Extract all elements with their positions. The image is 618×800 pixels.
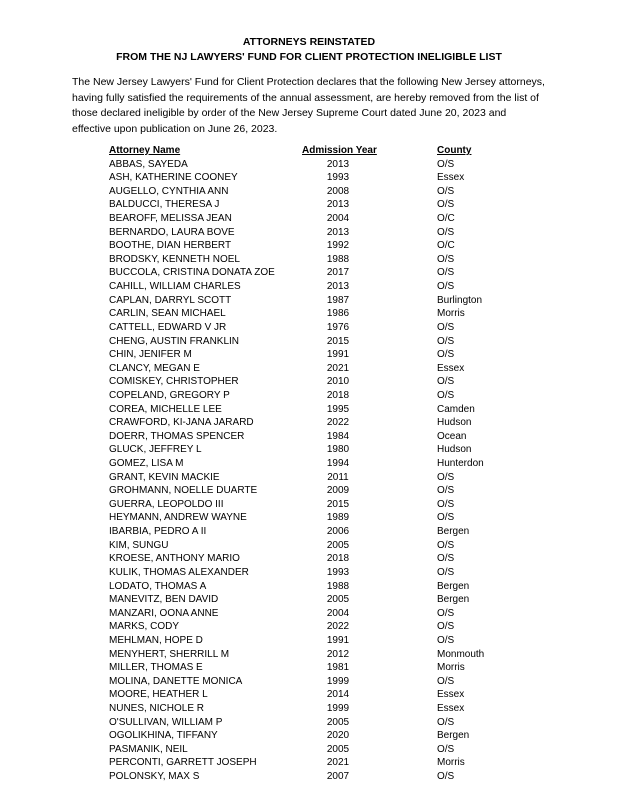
admission-year-cell: 1987 — [326, 294, 350, 306]
admission-year-cell: 2007 — [326, 771, 350, 783]
county-cell: O/S — [437, 321, 455, 333]
table-row — [109, 335, 509, 349]
attorney-name-cell: IBARBIA, PEDRO A II — [109, 526, 207, 538]
header-admission-year: Admission Year — [302, 145, 377, 156]
county-cell: O/S — [437, 485, 455, 497]
county-cell: O/C — [437, 240, 455, 252]
county-cell: Hunterdon — [437, 458, 484, 470]
attorney-name-cell: MOORE, HEATHER L — [109, 689, 208, 701]
table-row — [109, 648, 509, 662]
county-cell: O/S — [437, 253, 455, 265]
attorney-name-cell: NUNES, NICHOLE R — [109, 702, 205, 714]
county-cell: O/S — [437, 281, 455, 293]
attorney-name-cell: BEAROFF, MELISSA JEAN — [109, 213, 232, 225]
admission-year-cell: 1992 — [326, 240, 350, 252]
attorney-name-cell: MOLINA, DANETTE MONICA — [109, 675, 243, 687]
county-cell: O/S — [437, 498, 455, 510]
table-header — [109, 144, 509, 158]
admission-year-cell: 2022 — [326, 417, 350, 429]
table-row — [109, 756, 509, 770]
county-cell: Morris — [437, 757, 465, 769]
county-cell: Bergen — [437, 580, 470, 592]
county-cell: O/S — [437, 539, 455, 551]
table-row — [109, 484, 509, 498]
table-row — [109, 688, 509, 702]
attorney-name-cell: DOERR, THOMAS SPENCER — [109, 430, 245, 442]
county-cell: Morris — [437, 308, 465, 320]
admission-year-cell: 2020 — [326, 730, 350, 742]
attorney-name-cell: LODATO, THOMAS A — [109, 580, 207, 592]
admission-year-cell: 2005 — [326, 716, 350, 728]
county-cell: O/S — [437, 716, 455, 728]
county-cell: O/S — [437, 199, 455, 211]
admission-year-cell: 2012 — [326, 648, 350, 660]
table-row — [109, 580, 509, 594]
county-cell: O/S — [437, 376, 455, 388]
county-cell: O/S — [437, 607, 455, 619]
admission-year-cell: 2013 — [326, 199, 350, 211]
admission-year-cell: 1988 — [326, 253, 350, 265]
admission-year-cell: 2018 — [326, 389, 350, 401]
table-row — [109, 362, 509, 376]
attorney-name-cell: MARKS, CODY — [109, 621, 180, 633]
attorney-name-cell: KULIK, THOMAS ALEXANDER — [109, 566, 249, 578]
table-row — [109, 266, 509, 280]
table-row — [109, 403, 509, 417]
county-cell: Essex — [437, 172, 465, 184]
intro-paragraph: The New Jersey Lawyers' Fund for Client Protection declares that the following New Jersey attorneys, having fully satisfied the requirements of the annual assessment, are hereby removed from the list of those declared ineligible by order of the New Jersey Supreme Court dated June 20, 2023 and effective upon publication on June 26, 2023. — [72, 76, 545, 135]
admission-year-cell: 2005 — [326, 539, 350, 551]
attorney-name-cell: COMISKEY, CHRISTOPHER — [109, 376, 239, 388]
attorney-name-cell: MANEVITZ, BEN DAVID — [109, 594, 219, 606]
attorney-name-cell: GLUCK, JEFFREY L — [109, 444, 202, 456]
header-county: County — [437, 145, 472, 156]
attorney-name-cell: ABBAS, SAYEDA — [109, 158, 188, 170]
admission-year-cell: 1988 — [326, 580, 350, 592]
county-cell: Bergen — [437, 526, 470, 538]
table-row — [109, 198, 509, 212]
county-cell: O/S — [437, 158, 455, 170]
admission-year-cell: 2010 — [326, 376, 350, 388]
table-row — [109, 226, 509, 240]
county-cell: O/S — [437, 335, 455, 347]
county-cell: Monmouth — [437, 648, 485, 660]
attorney-name-cell: POLONSKY, MAX S — [109, 771, 200, 783]
attorney-name-cell: PASMANIK, NEIL — [109, 743, 188, 755]
admission-year-cell: 1995 — [326, 403, 350, 415]
admission-year-cell: 1980 — [326, 444, 350, 456]
document-title-line1: ATTORNEYS REINSTATED — [242, 36, 376, 48]
attorney-name-cell: BUCCOLA, CRISTINA DONATA ZOE — [109, 267, 275, 279]
attorney-name-cell: CHIN, JENIFER M — [109, 349, 192, 361]
county-cell: Bergen — [437, 594, 470, 606]
attorney-name-cell: CAHILL, WILLIAM CHARLES — [109, 281, 241, 293]
admission-year-cell: 1989 — [326, 512, 350, 524]
admission-year-cell: 2004 — [326, 607, 350, 619]
admission-year-cell: 1999 — [326, 702, 350, 714]
table-row — [109, 457, 509, 471]
table-row — [109, 389, 509, 403]
table-row — [109, 280, 509, 294]
attorney-name-cell: COPELAND, GREGORY P — [109, 389, 230, 401]
table-row — [109, 729, 509, 743]
table-row — [109, 593, 509, 607]
county-cell: O/S — [437, 349, 455, 361]
county-cell: Essex — [437, 362, 465, 374]
table-row — [109, 566, 509, 580]
attorney-name-cell: GOMEZ, LISA M — [109, 458, 184, 470]
attorney-name-cell: BALDUCCI, THERESA J — [109, 199, 220, 211]
attorney-name-cell: MANZARI, OONA ANNE — [109, 607, 219, 619]
county-cell: O/S — [437, 743, 455, 755]
table-row — [109, 158, 509, 172]
admission-year-cell: 2013 — [326, 226, 350, 238]
attorney-name-cell: CARLIN, SEAN MICHAEL — [109, 308, 226, 320]
admission-year-cell: 1994 — [326, 458, 350, 470]
admission-year-cell: 2006 — [326, 526, 350, 538]
admission-year-cell: 1981 — [326, 662, 350, 674]
admission-year-cell: 1984 — [326, 430, 350, 442]
attorney-name-cell: BOOTHE, DIAN HERBERT — [109, 240, 232, 252]
admission-year-cell: 2013 — [326, 158, 350, 170]
county-cell: Ocean — [437, 430, 467, 442]
table-row — [109, 443, 509, 457]
table-row — [109, 498, 509, 512]
attorney-name-cell: MENYHERT, SHERRILL M — [109, 648, 230, 660]
admission-year-cell: 2021 — [326, 757, 350, 769]
table-row — [109, 212, 509, 226]
admission-year-cell: 2021 — [326, 362, 350, 374]
attorney-name-cell: HEYMANN, ANDREW WAYNE — [109, 512, 247, 524]
admission-year-cell: 2004 — [326, 213, 350, 225]
admission-year-cell: 2017 — [326, 267, 350, 279]
admission-year-cell: 2013 — [326, 281, 350, 293]
county-cell: O/S — [437, 634, 455, 646]
county-cell: O/S — [437, 675, 455, 687]
attorney-name-cell: AUGELLO, CYNTHIA ANN — [109, 185, 229, 197]
admission-year-cell: 1991 — [326, 349, 350, 361]
attorney-name-cell: ASH, KATHERINE COONEY — [109, 172, 238, 184]
table-row — [109, 607, 509, 621]
table-row — [109, 525, 509, 539]
admission-year-cell: 2009 — [326, 485, 350, 497]
county-cell: Burlington — [437, 294, 483, 306]
attorney-name-cell: CHENG, AUSTIN FRANKLIN — [109, 335, 240, 347]
admission-year-cell: 2022 — [326, 621, 350, 633]
table-row — [109, 471, 509, 485]
attorney-name-cell: KROESE, ANTHONY MARIO — [109, 553, 240, 565]
county-cell: Hudson — [437, 444, 472, 456]
table-body — [109, 158, 509, 784]
county-cell: O/S — [437, 771, 455, 783]
county-cell: O/S — [437, 267, 455, 279]
table-row — [109, 430, 509, 444]
admission-year-cell: 2005 — [326, 743, 350, 755]
attorney-table — [109, 144, 509, 784]
county-cell: O/S — [437, 553, 455, 565]
admission-year-cell: 2008 — [326, 185, 350, 197]
attorney-name-cell: CAPLAN, DARRYL SCOTT — [109, 294, 232, 306]
admission-year-cell: 1991 — [326, 634, 350, 646]
county-cell: O/S — [437, 226, 455, 238]
table-row — [109, 620, 509, 634]
admission-year-cell: 2015 — [326, 335, 350, 347]
admission-year-cell: 2014 — [326, 689, 350, 701]
table-row — [109, 770, 509, 784]
county-cell: O/S — [437, 471, 455, 483]
attorney-name-cell: CATTELL, EDWARD V JR — [109, 321, 227, 333]
county-cell: O/S — [437, 621, 455, 633]
county-cell: Bergen — [437, 730, 470, 742]
table-row — [109, 171, 509, 185]
admission-year-cell: 1986 — [326, 308, 350, 320]
county-cell: Essex — [437, 702, 465, 714]
county-cell: Morris — [437, 662, 465, 674]
county-cell: O/S — [437, 185, 455, 197]
document-title-line2: FROM THE NJ LAWYERS' FUND FOR CLIENT PROTECTION INELIGIBLE LIST — [116, 51, 502, 63]
table-row — [109, 348, 509, 362]
attorney-name-cell: BRODSKY, KENNETH NOEL — [109, 253, 240, 265]
header-attorney-name: Attorney Name — [109, 145, 181, 156]
attorney-name-cell: GUERRA, LEOPOLDO III — [109, 498, 224, 510]
admission-year-cell: 1993 — [326, 172, 350, 184]
attorney-name-cell: CRAWFORD, KI-JANA JARARD — [109, 417, 254, 429]
attorney-name-cell: COREA, MICHELLE LEE — [109, 403, 222, 415]
table-row — [109, 375, 509, 389]
table-row — [109, 321, 509, 335]
county-cell: O/C — [437, 213, 455, 225]
admission-year-cell: 1993 — [326, 566, 350, 578]
table-row — [109, 552, 509, 566]
admission-year-cell: 1999 — [326, 675, 350, 687]
table-row — [109, 307, 509, 321]
county-cell: O/S — [437, 389, 455, 401]
table-row — [109, 539, 509, 553]
table-row — [109, 185, 509, 199]
attorney-name-cell: PERCONTI, GARRETT JOSEPH — [109, 757, 257, 769]
county-cell: O/S — [437, 512, 455, 524]
table-row — [109, 634, 509, 648]
county-cell: Camden — [437, 403, 475, 415]
attorney-name-cell: MEHLMAN, HOPE D — [109, 634, 203, 646]
county-cell: Hudson — [437, 417, 472, 429]
admission-year-cell: 2015 — [326, 498, 350, 510]
attorney-name-cell: CLANCY, MEGAN E — [109, 362, 200, 374]
table-row — [109, 294, 509, 308]
county-cell: O/S — [437, 566, 455, 578]
attorney-name-cell: BERNARDO, LAURA BOVE — [109, 226, 235, 238]
attorney-name-cell: GROHMANN, NOELLE DUARTE — [109, 485, 258, 497]
table-row — [109, 716, 509, 730]
admission-year-cell: 2018 — [326, 553, 350, 565]
attorney-name-cell: KIM, SUNGU — [109, 539, 169, 551]
county-cell: Essex — [437, 689, 465, 701]
table-row — [109, 416, 509, 430]
attorney-name-cell: O'SULLIVAN, WILLIAM P — [109, 716, 223, 728]
table-row — [109, 253, 509, 267]
attorney-name-cell: OGOLIKHINA, TIFFANY — [109, 730, 218, 742]
table-row — [109, 239, 509, 253]
table-row — [109, 661, 509, 675]
table-row — [109, 702, 509, 716]
table-row — [109, 743, 509, 757]
attorney-name-cell: GRANT, KEVIN MACKIE — [109, 471, 220, 483]
admission-year-cell: 2005 — [326, 594, 350, 606]
admission-year-cell: 1976 — [326, 321, 350, 333]
table-row — [109, 675, 509, 689]
table-row — [109, 511, 509, 525]
admission-year-cell: 2011 — [327, 471, 349, 483]
attorney-name-cell: MILLER, THOMAS E — [109, 662, 203, 674]
